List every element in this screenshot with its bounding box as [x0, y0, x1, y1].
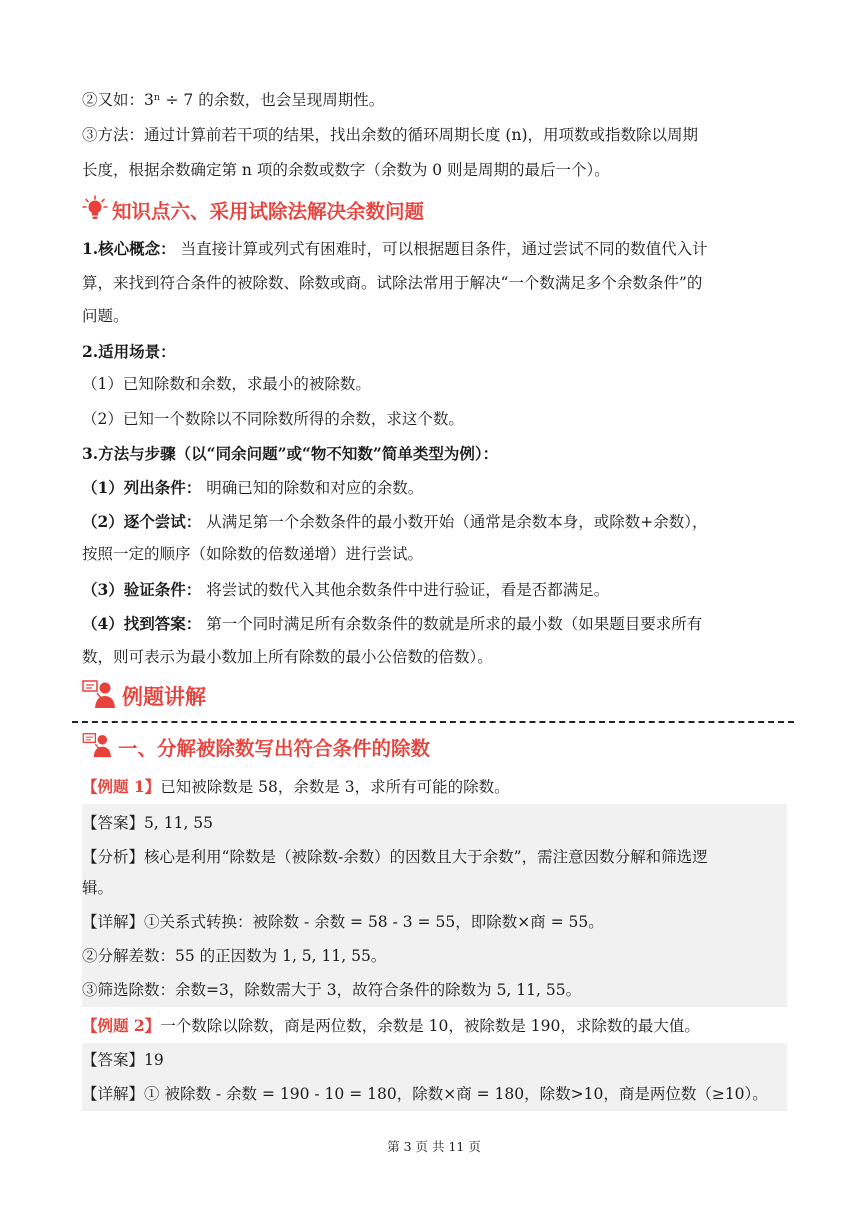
paragraph: [82, 231, 787, 267]
page-footer: 第 3 页 共 11 页: [387, 1139, 481, 1154]
lightbulb-icon: [82, 195, 108, 226]
example-question: [82, 1008, 787, 1044]
detail-line: [82, 905, 787, 940]
section-heading: [82, 193, 424, 227]
text-line: 按照一定的顺序（如除数的倍数递增）进行尝试。: [82, 545, 424, 563]
list-item: [82, 470, 787, 506]
step-label: （4）找到答案：: [82, 614, 202, 633]
example-text: 一个数除以除数，商是两位数，余数是 10，被除数是 190，求除数的最大值。: [160, 1017, 700, 1035]
examples-title: 例题讲解: [122, 685, 206, 709]
divider: [72, 721, 794, 723]
text-line: 长度，根据余数确定第 n 项的余数或数字（余数为 0 则是周期的最后一个）。: [82, 161, 610, 179]
section-title: 知识点六、采用试除法解决余数问题: [112, 200, 425, 223]
method-label: 3.方法与步骤（以“同余问题”或“物不知数”简单类型为例）：: [82, 444, 499, 463]
step-text: 从满足第一个余数条件的最小数开始（通常是余数本身，或除数+余数），: [201, 513, 708, 531]
answer-line: [82, 1043, 787, 1078]
example-label: 【例题 2】: [82, 1016, 161, 1035]
teacher-icon: [82, 679, 118, 714]
example-text: 已知被除数是 58，余数是 3，求所有可能的除数。: [160, 778, 510, 796]
text-line: ②分解差数：55 的正因数为 1, 5, 11, 55。: [82, 947, 387, 965]
text-line: ②又如：3ⁿ ÷ 7 的余数，也会呈现周期性。: [82, 91, 385, 109]
answer-label: 【答案】: [82, 814, 145, 832]
list-item: （1）已知除数和余数，求最小的被除数。: [82, 375, 371, 393]
text-line: 辑。: [82, 879, 114, 897]
subsection-title: 一、分解被除数写出符合条件的除数: [118, 737, 431, 760]
step-label: （1）列出条件：: [82, 478, 202, 497]
answer-label: 【答案】: [82, 1051, 145, 1069]
examples-heading: [82, 679, 206, 713]
answer-text: 5, 11, 55: [144, 814, 214, 832]
detail-label: 【详解】: [82, 913, 145, 931]
text-line: ③方法：通过计算前若干项的结果，找出余数的循环周期长度 (n)，用项数或指数除以周期: [82, 126, 699, 144]
step-text: 第一个同时满足所有余数条件的数就是所求的最小数（如果题目要求所有: [201, 615, 703, 633]
detail-text: ① 被除数 - 余数 = 190 - 10 = 180，除数×商 = 180，除数>10，商是两位数（≥10）。: [144, 1085, 768, 1103]
analysis-text: 核心是利用“除数是（被除数-余数）的因数且大于余数”，需注意因数分解和筛选逻: [144, 848, 708, 866]
example-label: 【例题 1】: [82, 777, 161, 796]
step-text: 将尝试的数代入其他余数条件中进行验证，看是否都满足。: [201, 581, 610, 599]
answer-line: [82, 806, 787, 841]
subsection-heading: [82, 730, 430, 764]
step-label: （2）逐个尝试：: [82, 512, 202, 531]
step-text: 明确已知的除数和对应的余数。: [201, 479, 424, 497]
scene-label: 2.适用场景：: [82, 342, 176, 361]
detail-line: [82, 1077, 787, 1112]
text-line: ③筛选除数：余数=3，除数需大于 3，故符合条件的除数为 5, 11, 55。: [82, 981, 582, 999]
step-label: （3）验证条件：: [82, 580, 202, 599]
analysis-line: [82, 840, 787, 875]
list-item: [82, 572, 787, 608]
analysis-label: 【分析】: [82, 848, 145, 866]
list-item: [82, 504, 787, 540]
text-line: 问题。: [82, 307, 129, 325]
example-question: [82, 769, 787, 805]
text-line: 数，则可表示为最小数加上所有除数的最小公倍数的倍数）。: [82, 648, 493, 666]
answer-text: 19: [144, 1051, 164, 1069]
text-line: 算，来找到符合条件的被除数、除数或商。试除法常用于解决“一个数满足多个余数条件”的: [82, 274, 703, 292]
core-label: 1.核心概念：: [82, 239, 176, 258]
list-item: （2）已知一个数除以不同除数所得的余数，求这个数。: [82, 410, 464, 428]
detail-text: ①关系式转换：被除数 - 余数 = 58 - 3 = 55，即除数×商 = 55。: [144, 913, 604, 931]
list-item: [82, 606, 787, 642]
teacher-icon: [82, 732, 114, 763]
core-text: 当直接计算或列式有困难时，可以根据题目条件，通过尝试不同的数值代入计: [175, 240, 708, 258]
detail-label: 【详解】: [82, 1085, 145, 1103]
